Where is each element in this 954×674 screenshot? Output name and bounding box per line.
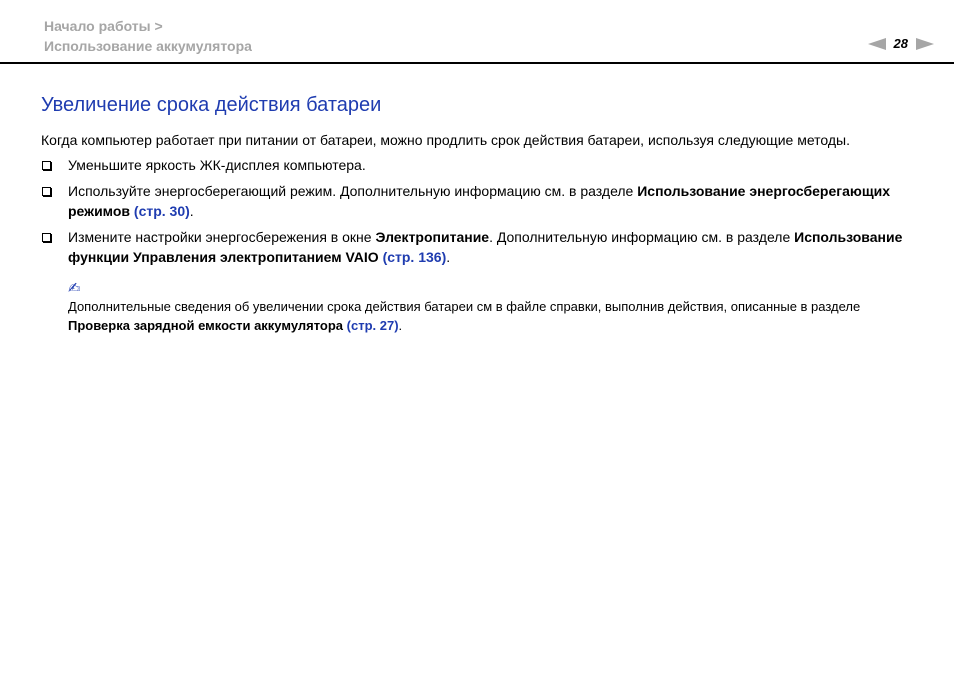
list-item-text: . xyxy=(189,203,194,219)
breadcrumb xyxy=(44,16,252,56)
breadcrumb-section[interactable]: Начало работы > xyxy=(44,18,163,34)
list-item-text: . xyxy=(446,249,451,265)
list-item xyxy=(41,155,921,175)
page-number: 28 xyxy=(893,36,908,51)
list-item-text: Измените настройки энергосбережения в окне xyxy=(68,229,376,245)
page-navigation xyxy=(868,36,934,51)
list-item-text: Используйте энергосберегающий режим. Дополнительную информацию см. в разделе xyxy=(68,183,638,199)
list-item xyxy=(41,227,921,267)
note-text-body: Дополнительные сведения об увеличении срока действия батареи см в файле справки, выполнив действия, описанные в разделе xyxy=(68,299,861,314)
main-content xyxy=(41,92,921,335)
window-name: Электропитание xyxy=(375,229,490,245)
page-link-27[interactable]: (стр. 27) xyxy=(346,318,399,333)
page-title: Увеличение срока действия батареи xyxy=(41,94,382,116)
checkbox-bullet-icon xyxy=(42,233,51,242)
section-reference: Использование функции Управления электропитанием VAIO xyxy=(68,229,903,265)
section-reference: Проверка зарядной емкости аккумулятора xyxy=(68,318,344,333)
intro-paragraph: Когда компьютер работает при питании от батареи, можно продлить срок действия батареи, используя следующие методы. xyxy=(41,132,850,148)
header-divider xyxy=(0,62,954,64)
list-item-text: Уменьшите яркость ЖК-дисплея компьютера. xyxy=(68,157,366,173)
methods-list xyxy=(41,155,921,267)
list-item-text: . Дополнительную информацию см. в разделе xyxy=(489,229,795,245)
note-text-end: . xyxy=(398,318,403,333)
list-item xyxy=(41,181,921,221)
page-link-136[interactable]: (стр. 136) xyxy=(382,249,447,265)
note-block xyxy=(68,281,921,335)
previous-page-icon[interactable] xyxy=(868,38,886,50)
next-page-icon[interactable] xyxy=(916,38,934,50)
note-text xyxy=(68,297,898,335)
checkbox-bullet-icon xyxy=(42,187,51,196)
section-reference: Использование энергосберегающих режимов xyxy=(68,183,891,219)
breadcrumb-page: Использование аккумулятора xyxy=(44,38,252,54)
note-pencil-icon: ✍ xyxy=(68,280,81,297)
page-link-30[interactable]: (стр. 30) xyxy=(133,203,190,219)
checkbox-bullet-icon xyxy=(42,161,51,170)
